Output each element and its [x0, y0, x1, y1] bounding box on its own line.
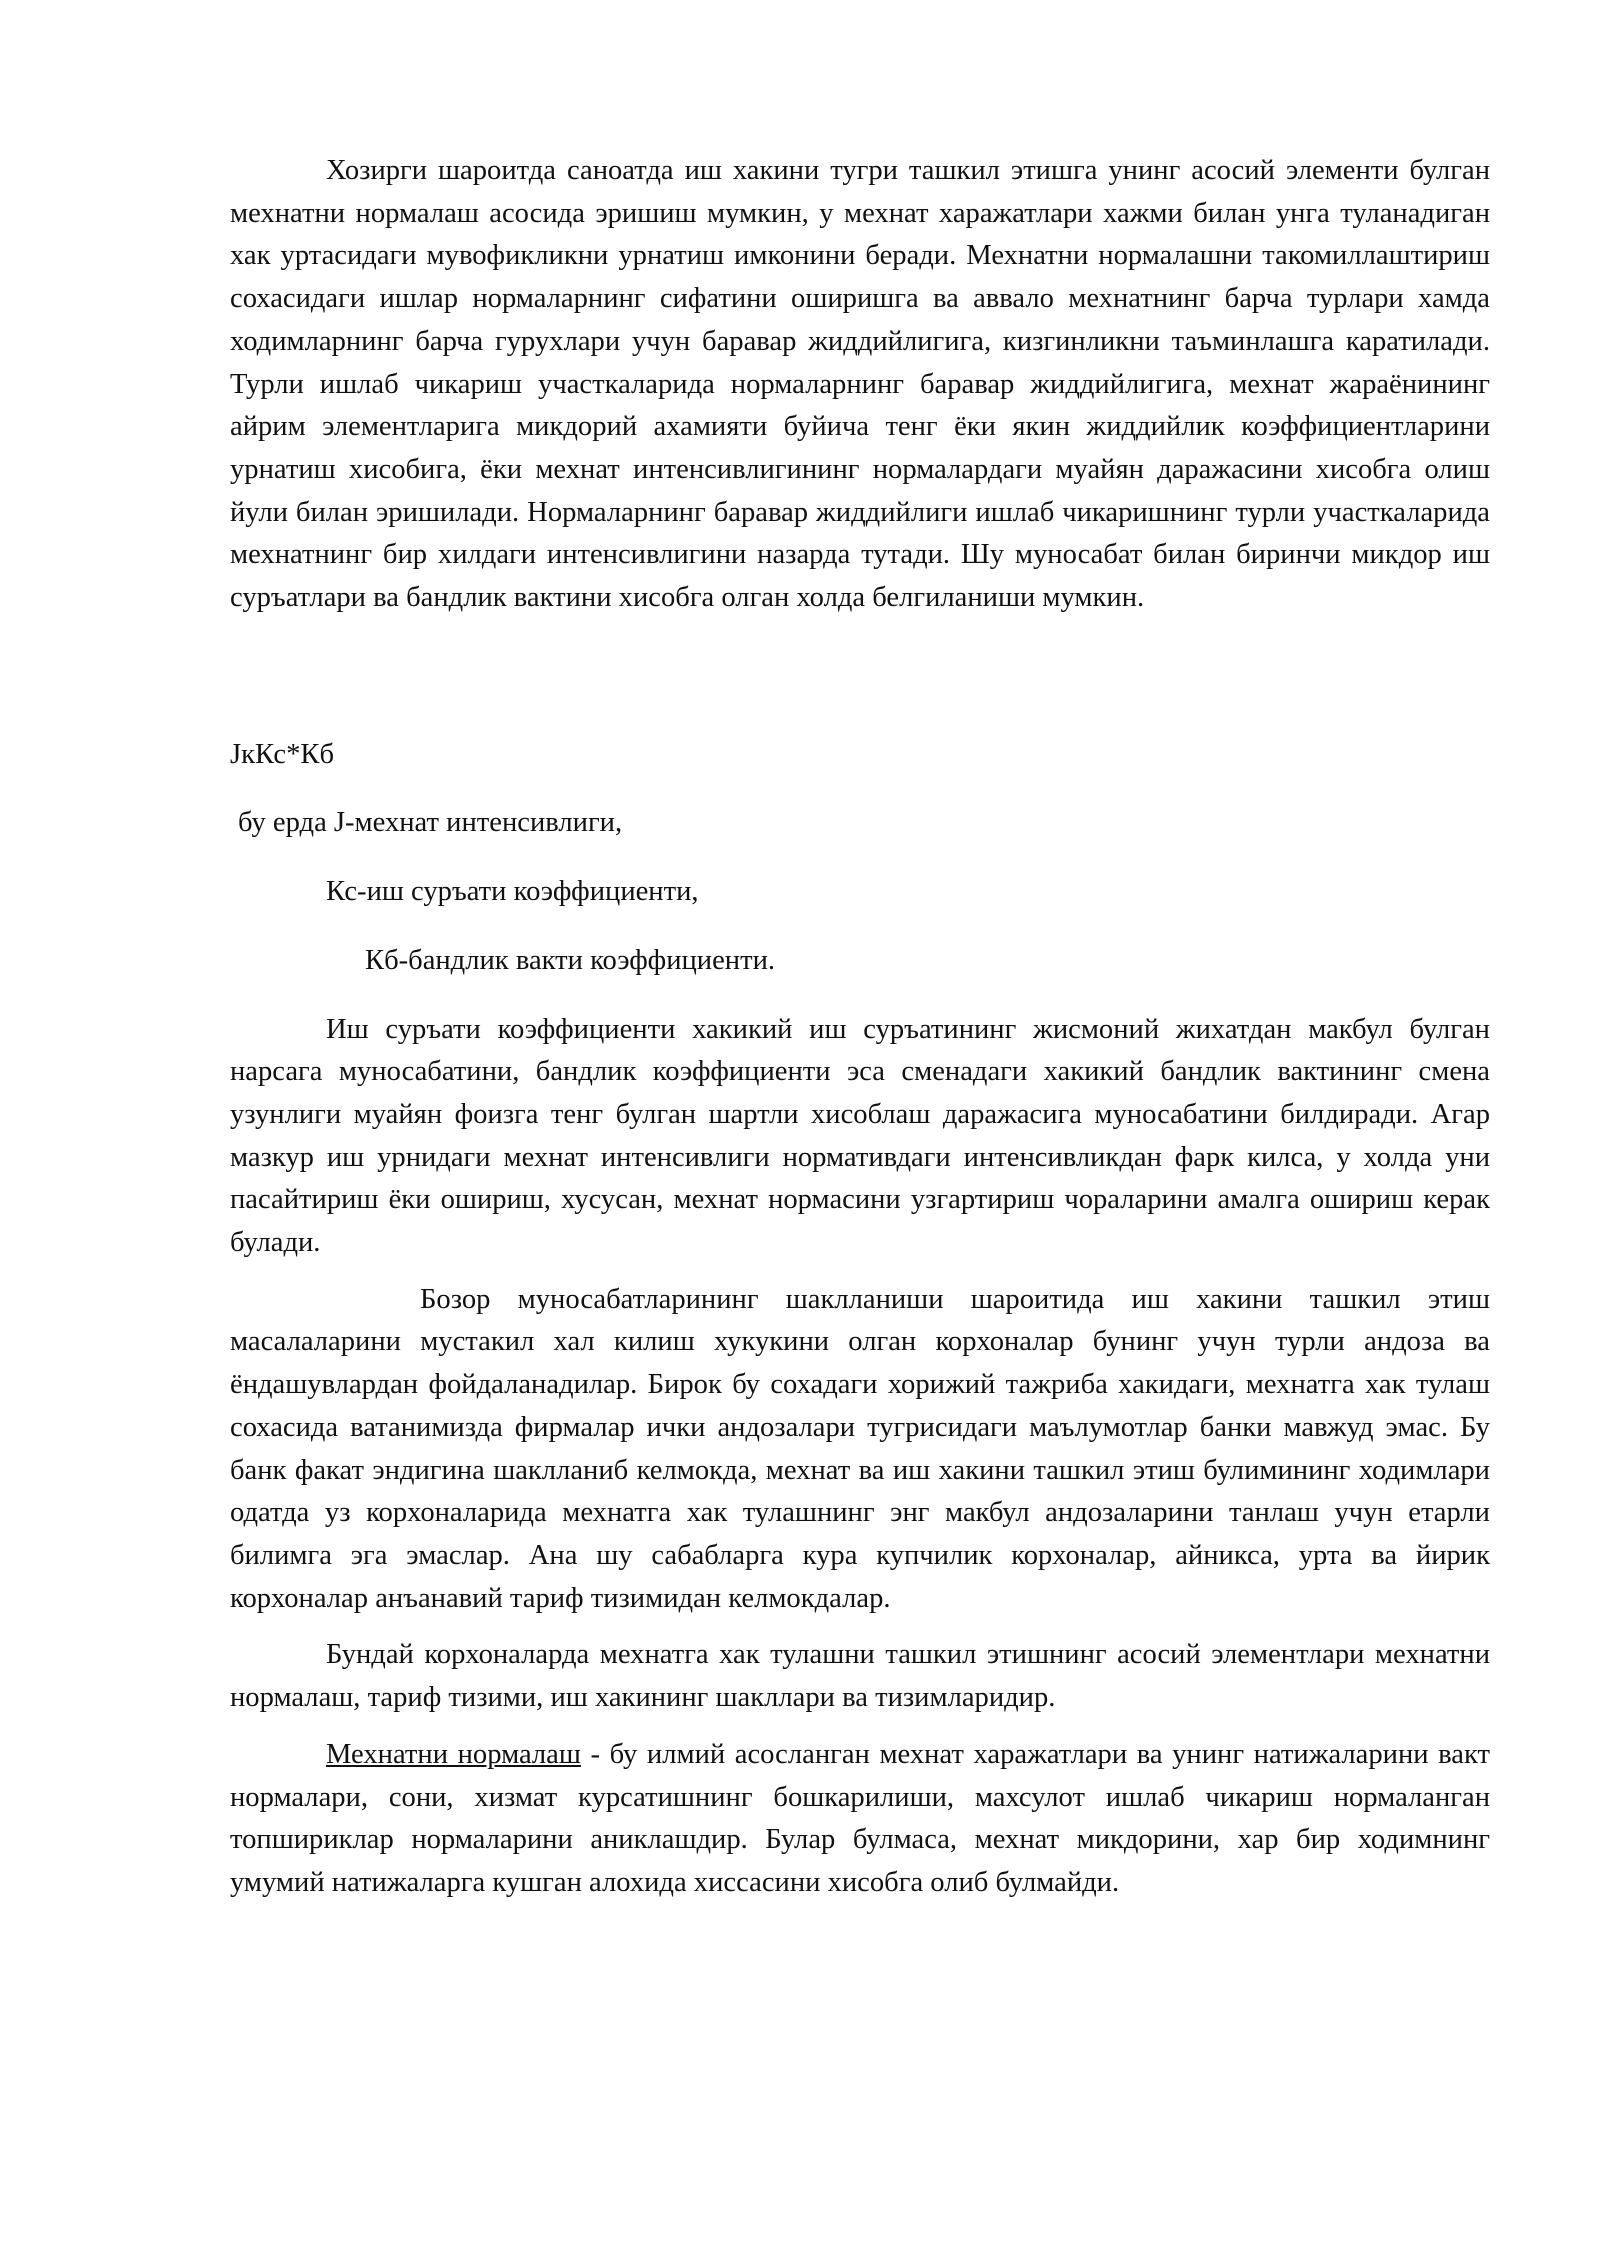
paragraph-2: Иш суръати коэффициенти хакикий иш суръатининг жисмоний жихатдан макбул булган нарсага муносабатини, бандлик коэффициенти эса сменадаги хакикий бандлик вактининг смена узунлиги муайян фоизга тенг булган шартли хисоблаш даражасига муносабатини билдиради. Агар мазкур иш урнидаги мехнат интенсивлиги нормативдаги интенсивликдан фарк килса, у холда уни пасайтириш ёки ошириш, хусусан, мехнат нормасини узгартириш чораларини амалга ошириш керак булади.: [230, 1013, 1490, 1259]
paragraph-5: [230, 1734, 1490, 1905]
formula-legend-pace: Кс-иш суръати коэффициенти,: [326, 876, 699, 908]
formula-block: [230, 734, 1490, 983]
formula: JкКс*Кб: [230, 738, 334, 770]
paragraph-4: Бундай корхоналарда мехнатга хак тулашни ташкил этишнинг асосий элементлари мехнатни нормалаш, тариф тизими, иш хакининг шакллари ва тизимларидир.: [230, 1639, 1490, 1714]
paragraph-3: Бозор муносабатларининг шаклланиши шароитида иш хакини ташкил этиш масалаларини мустакил хал килиш хукукини олган корхоналар бунинг учун турли андоза ва ёндашувлардан фойдаланадилар. Бирок бу сохадаги хорижий тажриба хакидаги, мехнатга хак тулаш сохасида ватанимизда фирмалар ички андозалари тугрисидаги маълумотлар банки мавжуд эмас. Бу банк факат эндигина шаклланиб келмокда, мехнат ва иш хакини ташкил этиш булимининг ходимлари одатда уз корхоналарида мехнатга хак тулашнинг энг макбул андозаларини танлаш учун етарли билимга эга эмаслар. Ана шу сабабларга кура купчилик корхоналар, айникса, урта ва йирик корхоналар анъанавий тариф тизимидан келмокдалар.: [230, 1283, 1490, 1614]
paragraph-5-text: - бу илмий асосланган мехнат харажатлари ва унинг натижаларини вакт нормалари, сони, хизмат курсатишнинг бошкарилиши, махсулот ишлаб чикариш нормаланган топшириклар нормаларини аниклашдир. Булар булмаса, мехнат микдорини, хар бир ходимнинг умумий натижаларга кушган алохида хиссасини хисобга олиб булмайди.: [230, 1738, 1490, 1898]
paragraph-1: Хозирги шароитда саноатда иш хакини тугри ташкил этишга унинг асосий элементи булган мехнатни нормалаш асосида эришиш мумкин, у мехнат харажатлари хажми билан унга туланадиган хак уртасидаги мувофикликни урнатиш имконини беради. Мехнатни нормалашни такомиллаштириш сохасидаги ишлар нормаларнинг сифатини оширишга ва аввало мехнатнинг барча турлари хамда ходимларнинг барча гурухлари учун баравар жиддийлигига, кизгинликни таъминлашга каратилади. Турли ишлаб чикариш участкаларида нормаларнинг баравар жиддийлигига, мехнат жараёнининг айрим элементларига микдорий ахамияти буйича тенг ёки якин жиддийлик коэффициентларини урнатиш хисобига, ёки мехнат интенсивлигининг нормалардаги муайян даражасини хисобга олиш йули билан эришилади. Нормаларнинг баравар жиддийлиги ишлаб чикаришнинг турли участкаларида мехнатнинг бир хилдаги интенсивлигини назарда тутади. Шу муносабат билан биринчи микдор иш суръатлари ва бандлик вактини хисобга олган холда белгиланиши мумкин.: [230, 155, 1490, 614]
term-labor-norming: Мехнатни нормалаш: [326, 1738, 581, 1770]
formula-legend-intensity: бу ерда J-мехнат интенсивлиги,: [238, 807, 623, 839]
document-page: [230, 150, 1490, 1905]
formula-legend-employment: Кб-бандлик вакти коэффициенти.: [365, 944, 776, 976]
